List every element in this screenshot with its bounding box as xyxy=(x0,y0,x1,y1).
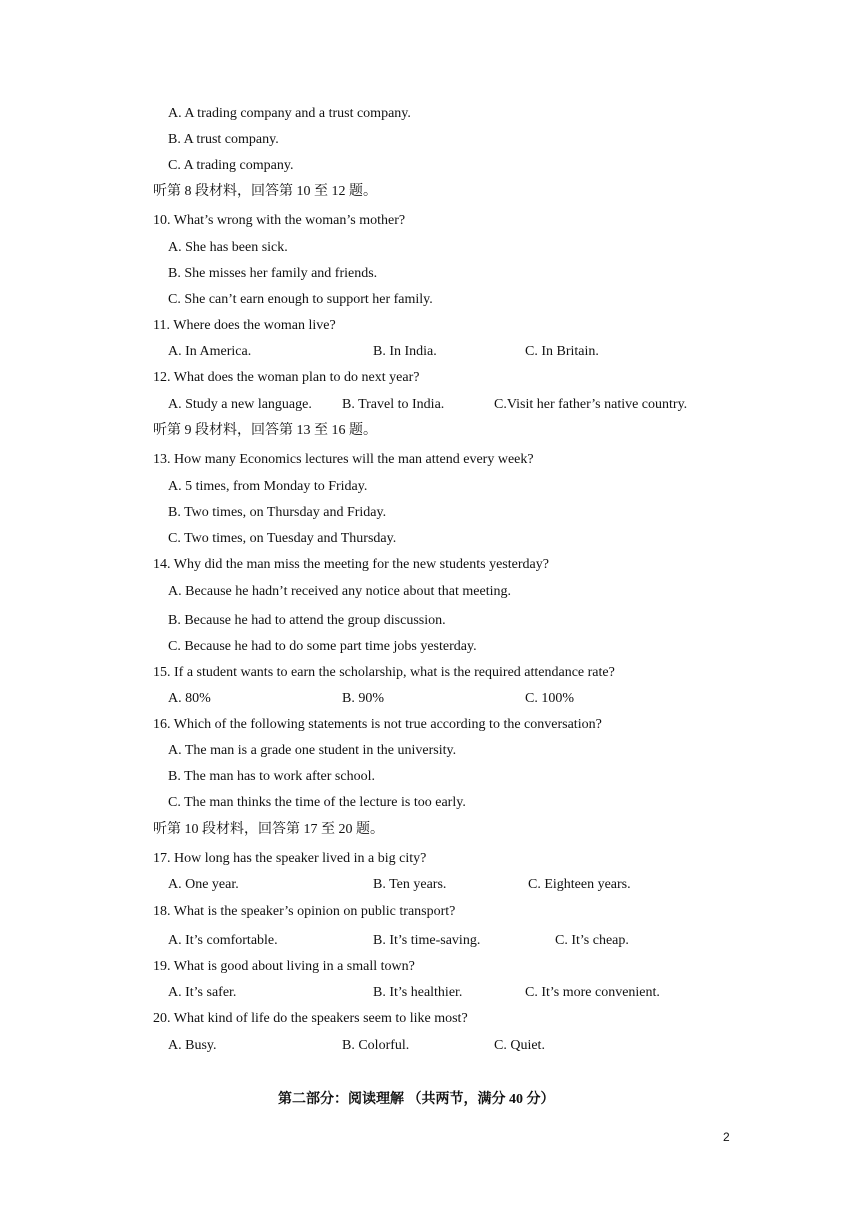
question-text: 11. Where does the woman live? xyxy=(153,318,336,333)
question-text: 12. What does the woman plan to do next year? xyxy=(153,370,420,385)
option-text: B. Travel to India. xyxy=(342,397,445,412)
option-text: A. A trading company and a trust company. xyxy=(168,106,411,121)
option-text: B. Because he had to attend the group discussion. xyxy=(168,613,446,628)
question-text: 16. Which of the following statements is not true according to the conversation? xyxy=(153,717,602,732)
section-instruction: 听第 9 段材料，回答第 13 至 16 题。 xyxy=(153,423,377,438)
question-text: 20. What kind of life do the speakers seem to like most? xyxy=(153,1011,468,1026)
section-instruction: 听第 8 段材料，回答第 10 至 12 题。 xyxy=(153,184,377,199)
option-text: A. One year. xyxy=(168,877,239,892)
question-text: 15. If a student wants to earn the scholarship, what is the required attendance rate? xyxy=(153,665,615,680)
option-text: A. 80% xyxy=(168,691,211,706)
question-text: 10. What’s wrong with the woman’s mother? xyxy=(153,213,406,228)
option-text: A. Because he hadn’t received any notice about that meeting. xyxy=(168,584,511,599)
question-text: 17. How long has the speaker lived in a big city? xyxy=(153,851,427,866)
option-text: A. It’s comfortable. xyxy=(168,933,278,948)
option-text: A. 5 times, from Monday to Friday. xyxy=(168,479,368,494)
option-text: B. Two times, on Thursday and Friday. xyxy=(168,505,387,520)
option-text: B. It’s healthier. xyxy=(373,985,463,1000)
option-text: B. Ten years. xyxy=(373,877,447,892)
option-text: C. Because he had to do some part time jobs yesterday. xyxy=(168,639,477,654)
option-text: C. 100% xyxy=(525,691,574,706)
option-text: B. It’s time-saving. xyxy=(373,933,481,948)
option-text: C. Quiet. xyxy=(494,1038,545,1053)
section-instruction: 听第 10 段材料，回答第 17 至 20 题。 xyxy=(153,822,384,837)
option-text: B. Colorful. xyxy=(342,1038,410,1053)
option-text: A. It’s safer. xyxy=(168,985,237,1000)
option-text: B. In India. xyxy=(373,344,437,359)
question-text: 13. How many Economics lectures will the man attend every week? xyxy=(153,452,534,467)
option-text: A. Study a new language. xyxy=(168,397,312,412)
option-text: C. In Britain. xyxy=(525,344,599,359)
option-text: C. She can’t earn enough to support her family. xyxy=(168,292,433,307)
option-text: C. Two times, on Tuesday and Thursday. xyxy=(168,531,397,546)
question-text: 19. What is good about living in a small town? xyxy=(153,959,415,974)
option-text: B. She misses her family and friends. xyxy=(168,266,378,281)
page-number: 2 xyxy=(723,1130,730,1144)
option-text: B. A trust company. xyxy=(168,132,279,147)
option-text: A. Busy. xyxy=(168,1038,217,1053)
question-text: 18. What is the speaker’s opinion on public transport? xyxy=(153,904,456,919)
option-text: C. It’s more convenient. xyxy=(525,985,660,1000)
option-text: B. The man has to work after school. xyxy=(168,769,375,784)
question-text: 14. Why did the man miss the meeting for the new students yesterday? xyxy=(153,557,549,572)
option-text: C.Visit her father’s native country. xyxy=(494,397,688,412)
option-text: C. It’s cheap. xyxy=(555,933,629,948)
option-text: A. The man is a grade one student in the university. xyxy=(168,743,457,758)
option-text: C. The man thinks the time of the lecture is too early. xyxy=(168,795,466,810)
option-text: A. She has been sick. xyxy=(168,240,288,255)
option-text: C. Eighteen years. xyxy=(528,877,631,892)
option-text: C. A trading company. xyxy=(168,158,294,173)
section-heading: 第二部分：阅读理解 （共两节，满分 40 分） xyxy=(278,1092,555,1107)
option-text: B. 90% xyxy=(342,691,384,706)
option-text: A. In America. xyxy=(168,344,252,359)
